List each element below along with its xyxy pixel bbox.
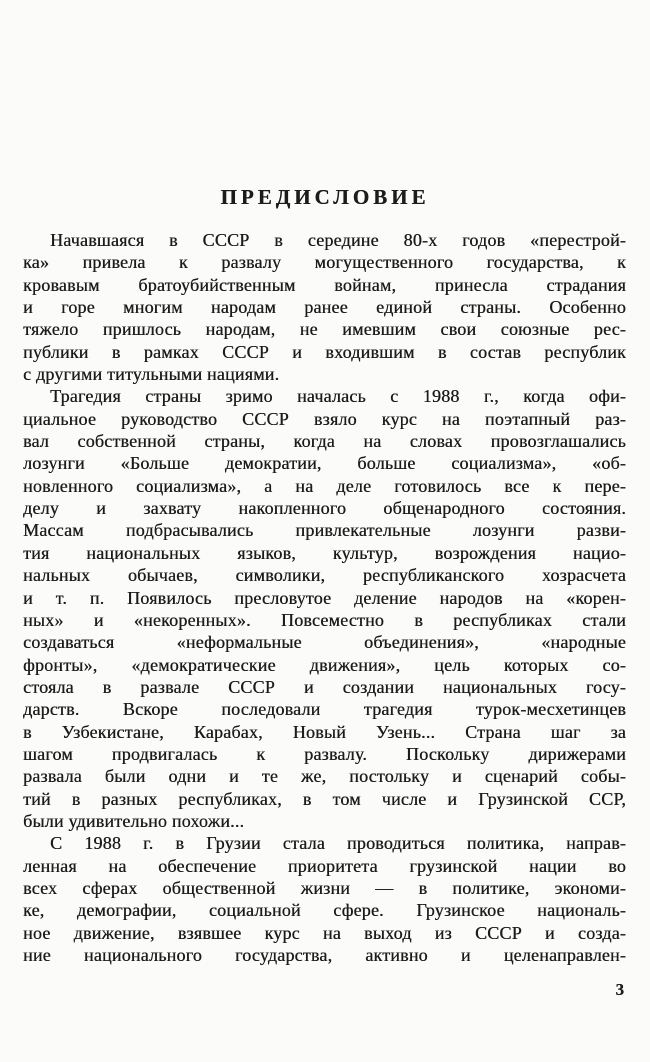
text-line: публики в рамках СССР и входившим в состав республик — [23, 341, 626, 362]
text-line: дарств. Вскоре последовали трагедия турок-месхетинцев — [23, 699, 626, 720]
paragraph — [23, 229, 626, 385]
text-line: были удивительно похожи... — [23, 810, 245, 831]
text-line: лозунги «Больше демократии, больше социализма», «об- — [23, 453, 626, 474]
text-line: вал собственной страны, когда на словах провозглашались — [23, 431, 626, 452]
text-line: циальное руководство СССР взяло курс на поэтапный раз- — [23, 408, 626, 429]
text-line: ние национального государства, активно и целенаправлен- — [23, 945, 626, 965]
text-line: шагом продвигалась к развалу. Поскольку дирижерами — [23, 743, 626, 764]
text-line: ка» привела к развалу могущественного государства, к — [23, 252, 626, 273]
text-line: ленная на обеспечение приоритета грузинской нации во — [23, 855, 626, 876]
text-line: ке, демографии, социальной сфере. Грузинское националь- — [23, 900, 626, 921]
text-line: тия национальных языков, культур, возрождения нацио- — [23, 542, 626, 563]
text-line: ное движение, взявшее курс на выход из СССР и созда- — [23, 922, 626, 943]
text-line: стояла в развале СССР и создании национальных госу- — [23, 676, 626, 697]
text-line: всех сферах общественной жизни — в политике, экономи- — [23, 877, 626, 898]
text-line: тяжело пришлось народам, не имевшим свои союзные рес- — [23, 319, 626, 340]
text-line: С 1988 г. в Грузии стала проводиться политика, направ- — [50, 833, 626, 854]
text-line: Массам подбрасывались привлекательные лозунги разви- — [23, 520, 626, 541]
page-number: 3 — [615, 980, 624, 999]
text-line: новленного социализма», а на деле готовилось все к пере- — [23, 475, 626, 496]
text-line: делу и захвату накопленного общенародного состояния. — [23, 498, 626, 519]
text-line: тий в разных республиках, в том числе и Грузинской ССР, — [23, 788, 626, 809]
text-line: нальных обычаев, символики, республиканского хозрасчета — [23, 565, 626, 586]
text-line: ных» и «некоренных». Повсеместно в республиках стали — [23, 609, 626, 630]
text-line: развала были одни и те же, постольку и сценарий собы- — [23, 766, 626, 787]
text-line: с другими титульными нациями. — [23, 364, 280, 385]
text-line: Начавшаяся в СССР в середине 80-х годов «перестрой- — [50, 230, 626, 250]
page-body — [23, 229, 626, 966]
page-title: ПРЕДИСЛОВИЕ — [220, 185, 430, 209]
paragraph — [23, 832, 626, 966]
text-line: и горе многим народам ранее единой страны. Особенно — [23, 297, 626, 318]
text-line: фронты», «демократические движения», цель которых со- — [23, 654, 626, 675]
text-line: и т. п. Появилось пресловутое деление народов на «корен- — [23, 587, 626, 608]
text-line: кровавым братоубийственным войнам, принесла страдания — [23, 274, 626, 295]
text-line: создаваться «неформальные объединения», «народные — [23, 632, 626, 653]
paragraph — [23, 385, 626, 832]
text-line: в Узбекистане, Карабах, Новый Узень... Страна шаг за — [23, 721, 626, 742]
text-line: Трагедия страны зримо началась с 1988 г., когда офи- — [50, 386, 626, 407]
